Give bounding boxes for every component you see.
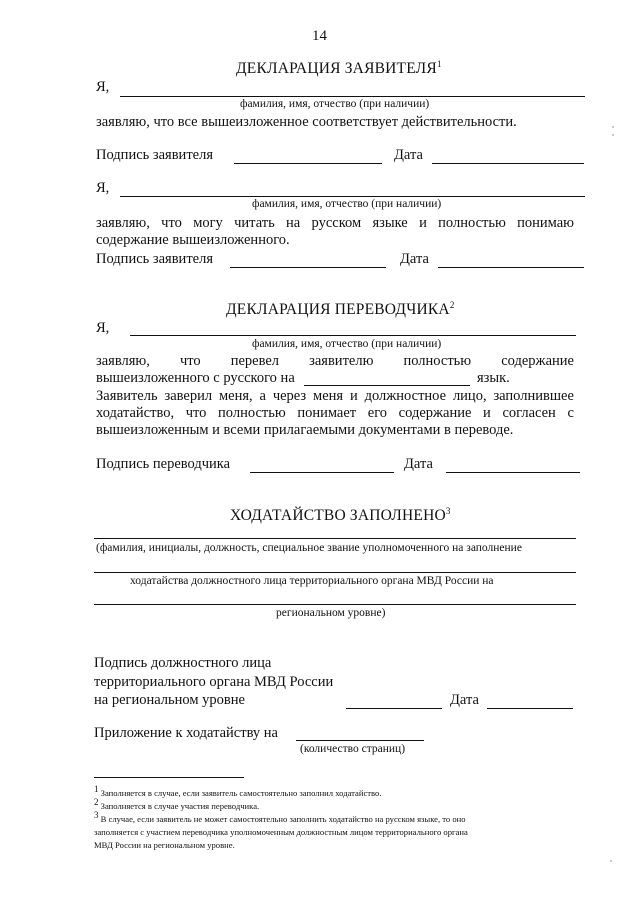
word: заполнившее — [493, 388, 574, 404]
petition-filled-footnote-ref: 3 — [445, 505, 451, 516]
word: на — [286, 215, 301, 231]
word: содержание — [398, 405, 472, 421]
attachment-caption: (количество страниц) — [300, 743, 406, 755]
translator-date-field[interactable] — [446, 472, 580, 473]
footnote-text: В случае, если заявитель не может самостоятельно заполнить ходатайство на русском языке, то оно — [100, 814, 466, 824]
translator-statement-line1 — [96, 353, 574, 370]
word: заявляю, — [96, 353, 150, 369]
applicant-statement-1: заявляю, что все вышеизложенное соответствует действительности. — [96, 114, 517, 130]
official-signature-field[interactable] — [346, 708, 442, 709]
word: и — [419, 215, 427, 231]
applicant-statement-2-line2: содержание вышеизложенного. — [96, 232, 290, 248]
word: и — [349, 388, 358, 404]
word: читать — [234, 215, 275, 231]
applicant-date-field-2[interactable] — [438, 267, 584, 268]
applicant-i-label-1: Я, — [96, 79, 110, 95]
footnote-2 — [94, 797, 260, 812]
word: могу — [193, 215, 223, 231]
scan-speck — [612, 134, 614, 136]
applicant-i-label-2: Я, — [96, 180, 110, 196]
applicant-name-caption-2: фамилия, имя, отчество (при наличии) — [252, 198, 442, 210]
official-caption-2: ходатайства должностного лица территориального органа МВД России на — [130, 575, 494, 587]
translator-statement-line4 — [96, 405, 574, 422]
word: меня — [313, 388, 344, 404]
official-date-label: Дата — [450, 692, 479, 708]
word: заявителю — [309, 353, 374, 369]
translator-signature-label: Подпись переводчика — [96, 456, 231, 472]
applicant-declaration-footnote-ref: 1 — [436, 58, 442, 69]
footnote-3-line2: заполняется с участием переводчика уполномоченным должностным лицом территориального органа — [94, 827, 468, 837]
translator-statement-line2-suffix: язык. — [477, 370, 510, 386]
official-signature-line1: Подпись должностного лица — [94, 655, 272, 671]
footnote-number: 3 — [94, 810, 99, 821]
footnote-3 — [94, 810, 466, 825]
word: меня, — [218, 388, 253, 404]
translator-statement-line5: вышеизложенным и всеми прилагаемыми документами в переводе. — [96, 422, 514, 438]
translator-language-field[interactable] — [304, 385, 470, 386]
footnote-separator — [94, 777, 244, 778]
footnote-3-line3: МВД России на региональном уровне. — [94, 840, 235, 850]
word: его — [367, 405, 388, 421]
footnote-number: 1 — [94, 784, 99, 795]
word: полностью — [403, 353, 472, 369]
applicant-date-label-1: Дата — [394, 147, 423, 163]
word: Заявитель — [96, 388, 158, 404]
footnote-text: Заполняется в случае, если заявитель самостоятельно заполнил ходатайство. — [100, 788, 382, 798]
word: языке — [372, 215, 408, 231]
official-field-2[interactable] — [94, 572, 576, 573]
word: полностью — [218, 405, 286, 421]
translator-date-label: Дата — [404, 456, 433, 472]
word: русском — [311, 215, 362, 231]
footnote-number: 2 — [94, 797, 99, 808]
word: заявляю, — [96, 215, 150, 231]
attachment-pages-field[interactable] — [296, 740, 424, 741]
translator-name-field[interactable] — [130, 335, 576, 336]
word: а — [259, 388, 266, 404]
applicant-signature-field-1[interactable] — [234, 163, 382, 164]
word: что — [179, 353, 201, 369]
page-number: 14 — [312, 28, 327, 44]
official-field-1[interactable] — [94, 538, 576, 539]
word: лицо, — [452, 388, 487, 404]
word: заверил — [164, 388, 213, 404]
applicant-name-field-1[interactable] — [120, 96, 585, 97]
applicant-statement-2-line1 — [96, 215, 574, 232]
applicant-date-label-2: Дата — [400, 251, 429, 267]
translator-declaration-title-text: ДЕКЛАРАЦИЯ ПЕРЕВОДЧИКА — [226, 301, 450, 318]
applicant-name-caption-1: фамилия, имя, отчество (при наличии) — [240, 98, 430, 110]
applicant-date-field-1[interactable] — [432, 163, 584, 164]
applicant-declaration-title-text: ДЕКЛАРАЦИЯ ЗАЯВИТЕЛЯ — [236, 60, 437, 77]
word: полностью — [438, 215, 506, 231]
official-field-3[interactable] — [94, 604, 576, 605]
word: понимает — [297, 405, 357, 421]
applicant-signature-label-1: Подпись заявителя — [96, 147, 213, 163]
scan-speck — [610, 860, 612, 862]
petition-filled-title-text: ХОДАТАЙСТВО ЗАПОЛНЕНО — [230, 507, 446, 524]
word: должностное — [364, 388, 447, 404]
translator-declaration-footnote-ref: 2 — [449, 299, 455, 310]
official-caption-3: региональном уровне) — [276, 607, 386, 619]
word: через — [272, 388, 307, 404]
word: и — [483, 405, 491, 421]
attachment-label: Приложение к ходатайству на — [94, 725, 278, 741]
applicant-signature-field-2[interactable] — [230, 267, 386, 268]
applicant-signature-label-2: Подпись заявителя — [96, 251, 213, 267]
translator-statement-line3 — [96, 388, 574, 405]
translator-i-label: Я, — [96, 320, 110, 336]
word: ходатайство, — [96, 405, 175, 421]
scan-speck — [612, 126, 614, 128]
word: что — [161, 215, 182, 231]
word: содержание — [501, 353, 574, 369]
footnote-text: Заполняется в случае участия переводчика. — [100, 801, 260, 811]
translator-name-caption: фамилия, имя, отчество (при наличии) — [252, 338, 442, 350]
applicant-name-field-2[interactable] — [120, 196, 585, 197]
petition-filled-title — [230, 507, 451, 525]
word: понимаю — [517, 215, 574, 231]
official-date-field[interactable] — [487, 708, 573, 709]
official-signature-line2: территориального органа МВД России — [94, 674, 334, 690]
word: перевел — [230, 353, 280, 369]
official-signature-line3: на региональном уровне — [94, 692, 245, 708]
word: согласен — [502, 405, 556, 421]
translator-statement-line2-prefix: вышеизложенного с русского на — [96, 370, 295, 386]
word: что — [185, 405, 207, 421]
word: с — [567, 405, 574, 421]
translator-signature-field[interactable] — [250, 472, 394, 473]
applicant-declaration-title — [236, 60, 442, 78]
official-caption-1: (фамилия, инициалы, должность, специальное звание уполномоченного на заполнение — [96, 542, 522, 554]
footnote-1 — [94, 784, 382, 799]
translator-declaration-title — [226, 301, 455, 319]
